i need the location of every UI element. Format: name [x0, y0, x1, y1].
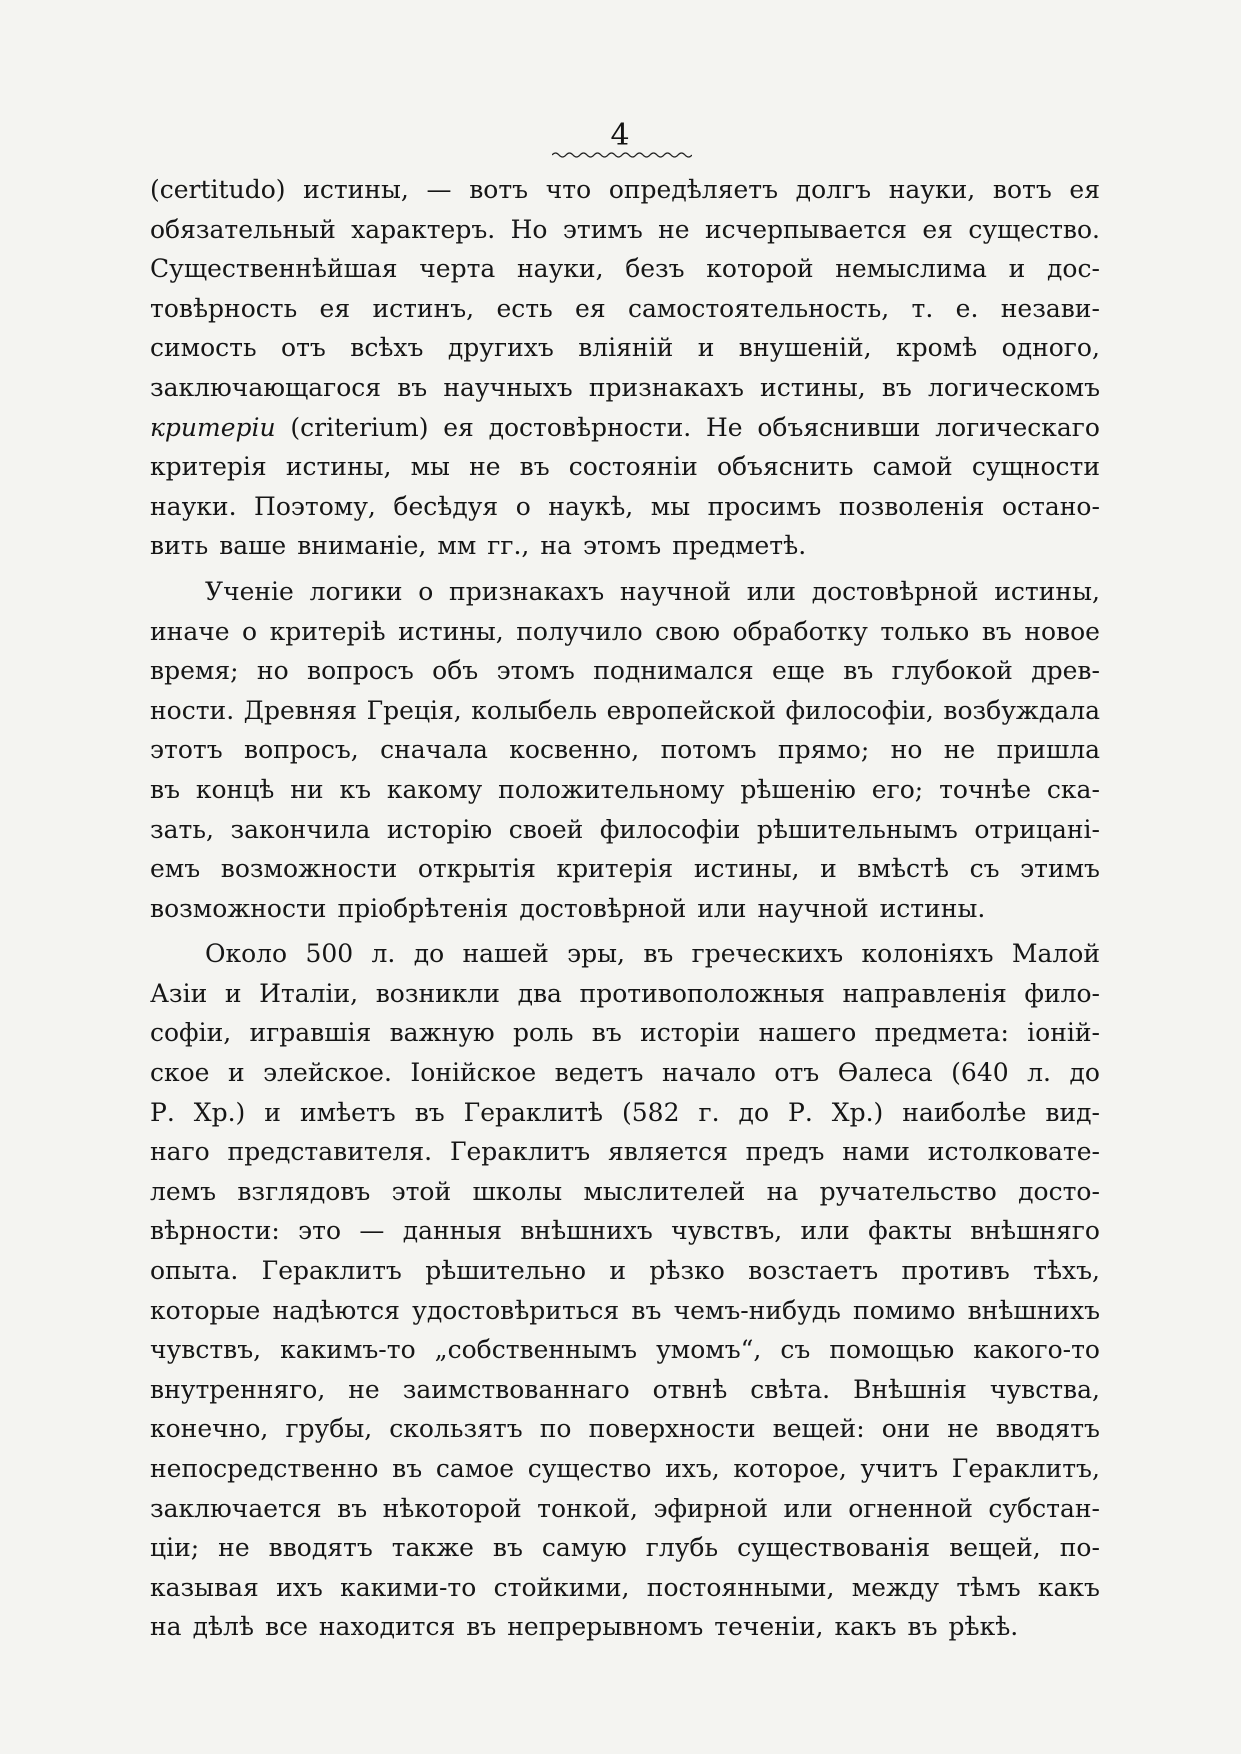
text-line: науки. Поэтому, бесѣдуя о наукѣ, мы просимъ позволенія остано- [150, 491, 1100, 521]
text-line: въ концѣ ни къ какому положительному рѣшенію его; точнѣе ска- [150, 774, 1100, 804]
text-line: иначе о критеріѣ истины, получило свою обработку только въ новое [150, 616, 1100, 646]
text-line: критерія истины, мы не въ состояніи объяснить самой сущности [150, 452, 1100, 482]
text-line: заключается въ нѣкоторой тонкой, эфирной или огненной субстан- [150, 1493, 1100, 1523]
text-line: Существеннѣйшая черта науки, безъ которой немыслима и дос- [150, 254, 1100, 284]
page-number-ornament [552, 150, 692, 160]
paragraph [150, 934, 1100, 1647]
text-line: (certitudo) истины, — вотъ что опредѣляетъ долгъ науки, вотъ ея [150, 175, 1100, 204]
text-line: наго представителя. Гераклитъ является предъ нами истолковате- [150, 1137, 1100, 1167]
text-line: зать, закончила исторію своей философіи рѣшительнымъ отрицані- [150, 814, 1100, 844]
text-line: непосредственно въ самое существо ихъ, которое, учитъ Гераклитъ, [150, 1454, 1100, 1483]
text-line: конечно, грубы, скользятъ по поверхности вещей: они не вводятъ [150, 1414, 1100, 1444]
text-line: ское и элейское. Іонійское ведетъ начало отъ Ѳалеса (640 л. до [150, 1058, 1100, 1088]
text-line: опыта. Гераклитъ рѣшительно и рѣзко возстаетъ противъ тѣхъ, [150, 1256, 1100, 1286]
text-line: возможности пріобрѣтенія достовѣрной или научной истины. [150, 893, 986, 923]
text-line: этотъ вопросъ, сначала косвенно, потомъ прямо; но не пришла [150, 735, 1100, 765]
text-line: критеріи (criterium) ея достовѣрности. Не объяснивши логическаго [150, 412, 1100, 442]
text-line: вѣрности: это — данныя внѣшнихъ чувствъ, или факты внѣшняго [150, 1216, 1100, 1246]
text-line: Р. Хр.) и имѣетъ въ Гераклитѣ (582 г. до Р. Хр.) наиболѣе вид- [150, 1097, 1100, 1127]
text-line: ціи; не вводятъ также въ самую глубь существованія вещей, по- [150, 1533, 1100, 1563]
text-line: вить ваше вниманіе, мм гг., на этомъ предметѣ. [150, 531, 807, 561]
text-line: чувствъ, какимъ-то „собственнымъ умомъ“, съ помощью какого-то [150, 1335, 1100, 1365]
body-text [150, 170, 1100, 1647]
page-number: 4 [610, 118, 630, 153]
text-line: товѣрность ея истинъ, есть ея самостоятельность, т. е. незави- [150, 293, 1100, 323]
text-line: обязательный характеръ. Но этимъ не исчерпывается ея существо. [150, 214, 1100, 244]
text-line: Около 500 л. до нашей эры, въ греческихъ колоніяхъ Малой [205, 939, 1100, 969]
text-line: Ученіе логики о признакахъ научной или достовѣрной истины, [205, 576, 1100, 606]
text-line: заключающагося въ научныхъ признакахъ истины, въ логическомъ [150, 372, 1100, 402]
text-line: софіи, игравшія важную роль въ исторіи нашего предмета: іоній- [150, 1018, 1100, 1048]
text-line: внутренняго, не заимствованнаго отвнѣ свѣта. Внѣшнія чувства, [150, 1374, 1100, 1404]
text-line: лемъ взглядовъ этой школы мыслителей на ручательство досто- [150, 1176, 1100, 1206]
paragraph [150, 170, 1100, 566]
text-line: которые надѣются удостовѣриться въ чемъ-нибудь помимо внѣшнихъ [150, 1295, 1100, 1325]
text-line: Азіи и Италіи, возникли два противоположныя направленія фило- [150, 978, 1100, 1008]
paragraph [150, 572, 1100, 928]
text-line: казывая ихъ какими-то стойкими, постоянными, между тѣмъ какъ [150, 1572, 1100, 1602]
text-line: симость отъ всѣхъ другихъ вліяній и внушеній, кромѣ одного, [150, 333, 1100, 363]
text-line: на дѣлѣ все находится въ непрерывномъ теченіи, какъ въ рѣкѣ. [150, 1612, 1019, 1642]
text-line: ности. Древняя Греція, колыбель европейской философіи, возбуждала [150, 695, 1100, 725]
text-line: емъ возможности открытія критерія истины, и вмѣстѣ съ этимъ [150, 854, 1100, 884]
text-line: время; но вопросъ объ этомъ поднимался еще въ глубокой древ- [150, 656, 1100, 686]
